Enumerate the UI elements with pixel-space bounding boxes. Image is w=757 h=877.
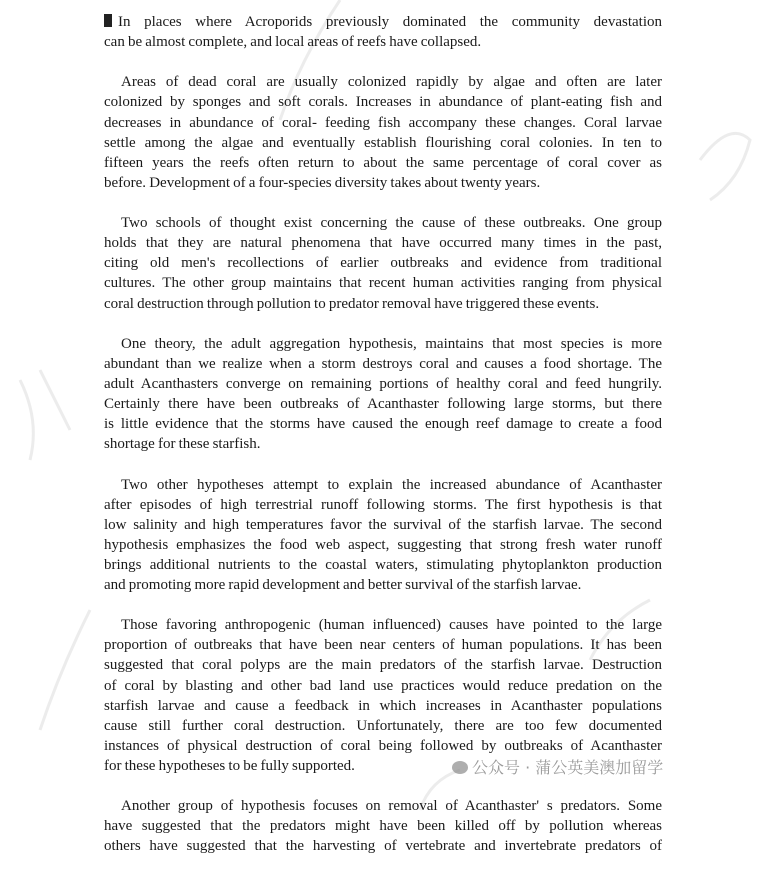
text-line [104, 253, 662, 273]
line-text: instances of physical destruction of coral being followed by outbreaks of Acanthaster [104, 737, 662, 754]
bullet-marker-icon [104, 14, 112, 27]
text-line [104, 394, 662, 414]
text-line [104, 736, 662, 756]
line-text: brings additional nutrients to the coastal waters, stimulating phytoplankton production [104, 556, 662, 573]
line-text: low salinity and high temperatures favor the survival of the starfish larvae. The second [104, 516, 662, 533]
text-line [104, 635, 662, 655]
text-line [104, 836, 662, 856]
line-text: for these hypotheses to be fully supported. [104, 757, 355, 774]
text-line [104, 92, 662, 112]
text-line [104, 555, 662, 575]
line-text: cause still further coral destruction. Unfortunately, there are too few documented [104, 717, 662, 734]
text-line [104, 716, 662, 736]
line-text: In places where Acroporids previously dominated the community devastation [118, 14, 662, 30]
line-text: after episodes of high terrestrial runoff following storms. The first hypothesis is that [104, 496, 662, 513]
text-line [104, 374, 662, 394]
line-text: fifteen years the reefs often return to about the same percentage of coral cover as [104, 154, 662, 171]
line-text: Areas of dead coral are usually colonized rapidly by algae and often are later [121, 74, 662, 91]
text-line [104, 475, 662, 495]
text-line [104, 113, 662, 133]
text-line [104, 575, 662, 595]
text-line [104, 273, 662, 293]
text-line [104, 133, 662, 153]
text-line [104, 334, 662, 354]
text-line [104, 153, 662, 173]
text-line [104, 233, 662, 253]
text-line [104, 173, 662, 193]
line-text: coral destruction through pollution to predator removal have triggered these events. [104, 295, 600, 312]
paragraph [104, 72, 662, 193]
line-text: One theory, the adult aggregation hypothesis, maintains that most species is more [121, 335, 662, 352]
text-line [104, 12, 662, 32]
line-text: and promoting more rapid development and better survival of the starfish larvae. [104, 577, 582, 593]
text-line [104, 816, 662, 836]
line-text: is little evidence that the storms have caused the enough reef damage to create a food [104, 416, 662, 433]
line-text: proportion of outbreaks that have been near centers of human populations. It has been [104, 637, 662, 654]
line-text: can be almost complete, and local areas of reefs have collapsed. [104, 34, 482, 51]
line-text: before. Development of a four-species diversity takes about twenty years. [104, 174, 541, 191]
line-text: Those favoring anthropogenic (human influenced) causes have pointed to the large [121, 617, 662, 634]
paragraph [104, 334, 662, 455]
line-text: starfish larvae and cause a feedback in which increases in Acanthaster populations [104, 697, 662, 714]
line-text: colonized by sponges and soft corals. Increases in abundance of plant-eating fish and [104, 94, 662, 111]
text-line [104, 72, 662, 92]
text-line [104, 655, 662, 675]
line-text: abundant than we realize when a storm destroys coral and causes a food shortage. The [104, 355, 662, 372]
line-text: adult Acanthasters converge on remaining portions of healthy coral and feed hungrily. [104, 375, 662, 392]
line-text: decreases in abundance of coral- feeding fish accompany these changes. Coral larvae [104, 114, 662, 131]
line-text: Certainly there have been outbreaks of Acanthaster following large storms, but there [104, 396, 662, 413]
line-text: suggested that coral polyps are the main predators of the starfish larvae. Destruction [104, 657, 662, 674]
text-line [104, 414, 662, 434]
paragraph [104, 615, 662, 776]
text-line [104, 294, 662, 314]
text-line [104, 495, 662, 515]
text-line [104, 354, 662, 374]
text-line [104, 515, 662, 535]
text-line [104, 213, 662, 233]
line-text: citing old men's recollections of earlier outbreaks and evidence from traditional [104, 255, 662, 272]
watermark-text: 公众号 · 蒲公英美澳加留学 [472, 758, 664, 777]
document-body [104, 12, 662, 877]
text-line [104, 676, 662, 696]
line-text: settle among the algae and eventually establish flourishing coral colonies. In ten to [104, 134, 662, 151]
line-text: Two other hypotheses attempt to explain the increased abundance of Acanthaster [121, 476, 662, 493]
line-text: shortage for these starfish. [104, 436, 261, 453]
wechat-icon [452, 761, 468, 774]
text-line [104, 696, 662, 716]
line-text: hypothesis emphasizes the food web aspect, suggesting that strong fresh water runoff [104, 536, 662, 553]
paragraph [104, 213, 662, 313]
line-text: holds that they are natural phenomena that have occurred many times in the past, [104, 235, 662, 252]
line-text: cultures. The other group maintains that recent human activities ranging from physical [104, 275, 662, 292]
line-text: Two schools of thought exist concerning the cause of these outbreaks. One group [121, 215, 662, 232]
line-text: Another group of hypothesis focuses on removal of Acanthaster' s predators. Some [121, 798, 662, 815]
line-text: have suggested that the predators might have been killed off by pollution whereas [104, 818, 662, 835]
text-line [104, 535, 662, 555]
line-text: of coral by blasting and other bad land use practices would reduce predation on the [104, 677, 662, 694]
text-line [104, 32, 662, 52]
paragraph [104, 796, 662, 856]
text-line [104, 434, 662, 454]
paragraph [104, 12, 662, 52]
text-line [104, 796, 662, 816]
watermark [452, 758, 663, 778]
paragraph [104, 475, 662, 596]
line-text: others have suggested that the harvesting of vertebrate and invertebrate predators of [104, 838, 662, 855]
text-line [104, 615, 662, 635]
